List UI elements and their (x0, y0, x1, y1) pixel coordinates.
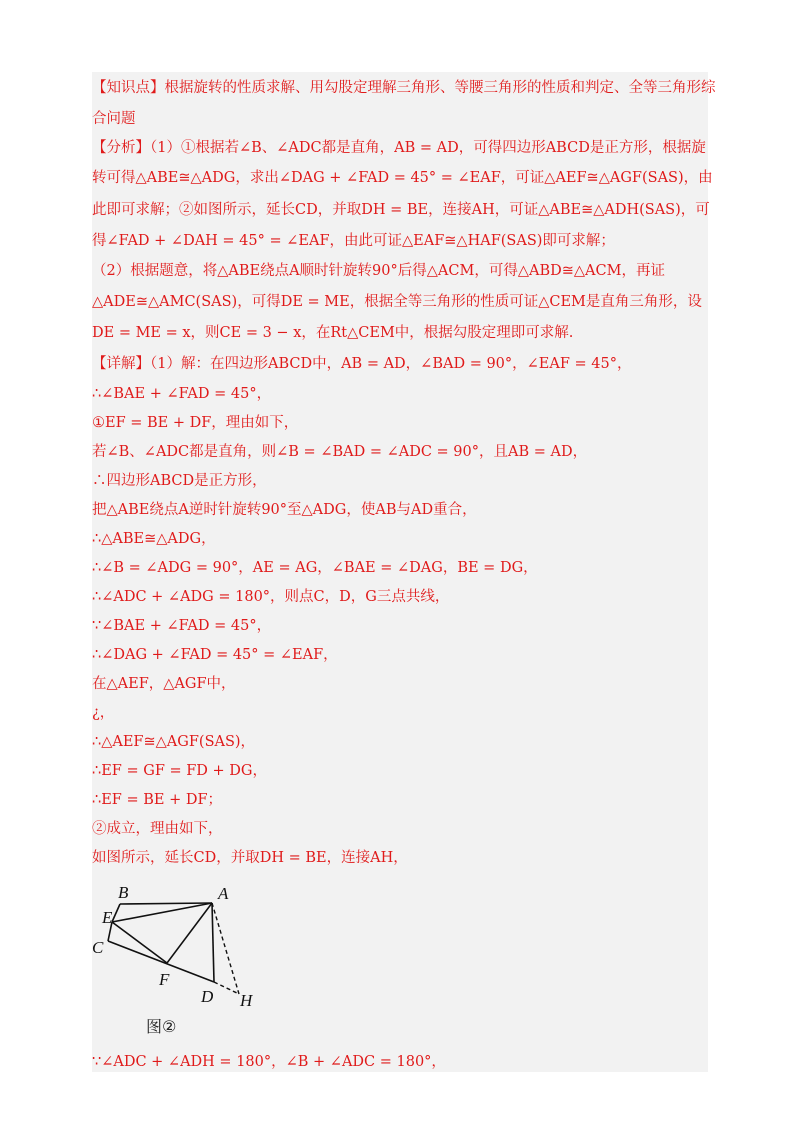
segment-be (112, 904, 120, 922)
detail-line-5: ∴四边形ABCD是正方形， (92, 473, 267, 489)
analysis-line-5: （2）根据题意，将△ABE绕点A顺时针旋转90°后得△ACM，可得△ABD≅△ACM，再证 (92, 263, 665, 279)
detail-line-17: ②成立，理由如下， (92, 821, 223, 837)
label-d: D (201, 987, 214, 1006)
label-f: F (159, 970, 170, 989)
segment-fa (167, 903, 212, 963)
label-a: A (218, 884, 229, 903)
detail-line-7: ∴△ABE≅△ADG， (92, 531, 216, 547)
analysis-line-2: 转可得△ABE≅△ADG，求出∠DAG + ∠FAD = 45° = ∠EAF，可证△AEF≅△AGF(SAS)，由 (92, 170, 713, 186)
detail-line-11: ∴∠DAG + ∠FAD = 45° = ∠EAF， (92, 647, 338, 663)
detail-line-4: 若∠B、∠ADC都是直角，则∠B = ∠BAD = ∠ADC = 90°，且AB = AD， (92, 444, 588, 460)
knowledge-line-1: 【知识点】根据旋转的性质求解、用勾股定理解三角形、等腰三角形的性质和判定、全等三角形综 (92, 80, 716, 96)
detail-line-10: ∵∠BAE + ∠FAD = 45°， (92, 618, 272, 634)
label-b: B (118, 883, 129, 902)
detail-line-19: ∵∠ADC + ∠ADH = 180°，∠B + ∠ADC = 180°， (92, 1054, 446, 1070)
knowledge-line-2: 合问题 (92, 111, 136, 127)
segment-ea (112, 903, 212, 922)
segment-ba (120, 903, 212, 904)
label-c: C (92, 938, 104, 957)
figure-caption: 图② (146, 1017, 177, 1036)
detail-line-14: ∴△AEF≅△AGF(SAS)， (92, 734, 256, 750)
analysis-line-3: 此即可求解；②如图所示，延长CD，并取DH = BE，连接AH，可证△ABE≅△ADH(SAS)，可 (92, 202, 710, 218)
analysis-line-1: 【分析】（1）①根据若∠B、∠ADC都是直角，AB = AD，可得四边形ABCD是正方形，根据旋 (92, 140, 706, 156)
label-e: E (102, 908, 113, 927)
detail-line-13: ¿， (92, 705, 115, 721)
segment-ef (112, 922, 167, 963)
detail-line-2: ∴∠BAE + ∠FAD = 45°， (92, 386, 272, 402)
analysis-line-6: △ADE≅△AMC(SAS)，可得DE = ME，根据全等三角形的性质可证△CEM是直角三角形，设 (92, 294, 702, 310)
detail-line-15: ∴EF = GF = FD + DG， (92, 763, 268, 779)
detail-line-9: ∴∠ADC + ∠ADG = 180°，则点C，D，G三点共线， (92, 589, 450, 605)
analysis-line-7: DE = ME = x，则CE = 3 − x，在Rt△CEM中，根据勾股定理即可求解. (92, 325, 574, 341)
detail-line-1: 【详解】（1）解：在四边形ABCD中，AB = AD，∠BAD = 90°，∠EAF = 45°， (92, 356, 632, 372)
analysis-line-4: 得∠FAD + ∠DAH = 45° = ∠EAF，由此可证△EAF≅△HAF(SAS)即可求解； (92, 233, 615, 249)
detail-line-8: ∴∠B = ∠ADG = 90°，AE = AG，∠BAE = ∠DAG，BE = DG， (92, 560, 538, 576)
detail-line-3: ①EF = BE + DF，理由如下， (92, 415, 299, 431)
geometry-figure (92, 878, 292, 1010)
detail-line-12: 在△AEF，△AGF中， (92, 676, 236, 692)
detail-line-16: ∴EF = BE + DF； (92, 792, 223, 808)
detail-line-18: 如图所示，延长CD，并取DH = BE，连接AH， (92, 850, 408, 866)
label-h: H (240, 991, 253, 1010)
segment-ah-dashed (212, 903, 239, 994)
detail-line-6: 把△ABE绕点A逆时针旋转90°至△ADG，使AB与AD重合， (92, 502, 477, 518)
segment-ad (212, 903, 214, 982)
